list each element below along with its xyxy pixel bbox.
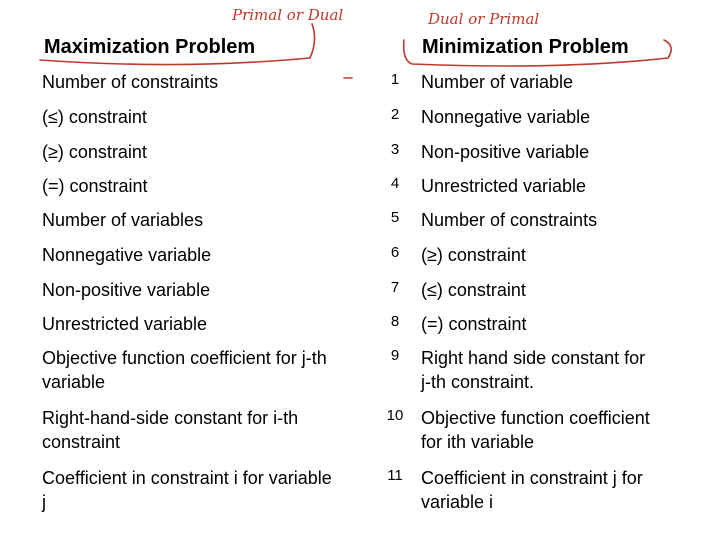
row-number: 4 <box>390 175 400 192</box>
maximization-item <box>42 174 372 198</box>
minimization-item <box>421 140 711 164</box>
minimization-item-line: (≤) constraint <box>421 280 526 300</box>
row-number: 2 <box>390 106 400 123</box>
maximization-item <box>42 346 372 394</box>
minimization-item-line: Nonnegative variable <box>421 107 591 127</box>
row-number: 11 <box>387 467 403 484</box>
minimization-item <box>421 208 711 232</box>
maximization-item-line: Number of constraints <box>42 72 219 92</box>
maximization-item-line: j <box>42 492 46 512</box>
maximization-item <box>42 243 372 267</box>
maximization-item-line: Objective function coefficient for j-th <box>42 348 327 368</box>
minimization-item <box>421 174 711 198</box>
maximization-item-line: Coefficient in constraint i for variable <box>42 468 332 488</box>
row-number: 1 <box>390 71 400 88</box>
minimization-item-line: Number of variable <box>421 72 574 92</box>
minimization-header: Minimization Problem <box>422 36 629 58</box>
minimization-item <box>421 70 711 94</box>
maximization-item <box>42 466 372 514</box>
maximization-item-line: Right-hand-side constant for i-th <box>42 408 299 428</box>
maximization-item-line: Nonnegative variable <box>42 245 212 265</box>
minimization-item-line: Number of constraints <box>421 210 598 230</box>
maximization-item <box>42 278 372 302</box>
minimization-item <box>421 466 711 514</box>
minimization-item-line: for ith variable <box>421 432 535 452</box>
row-number: 3 <box>390 141 400 158</box>
minimization-item-line: Non-positive variable <box>421 142 590 162</box>
maximization-item <box>42 70 372 94</box>
left-handwritten-note: Primal or Dual <box>232 6 344 24</box>
row-number: 10 <box>386 407 404 424</box>
minimization-item-line: (≥) constraint <box>421 245 526 265</box>
maximization-item-line: variable <box>42 372 106 392</box>
maximization-item-line: Non-positive variable <box>42 280 211 300</box>
maximization-item-line: Unrestricted variable <box>42 314 208 334</box>
maximization-item-line: Number of variables <box>42 210 204 230</box>
minimization-item <box>421 312 711 336</box>
maximization-header: Maximization Problem <box>44 36 256 58</box>
minimization-item-line: Coefficient in constraint j for <box>421 468 643 488</box>
maximization-item-line: (≥) constraint <box>42 142 147 162</box>
minimization-item-line: Unrestricted variable <box>421 176 587 196</box>
minimization-item <box>421 346 711 394</box>
minimization-item-line: Right hand side constant for <box>421 348 646 368</box>
maximization-item <box>42 406 372 454</box>
maximization-item <box>42 208 372 232</box>
maximization-item <box>42 312 372 336</box>
row-number: 5 <box>390 209 400 226</box>
maximization-item <box>42 140 372 164</box>
maximization-item-line: (≤) constraint <box>42 107 147 127</box>
minimization-item <box>421 406 711 454</box>
row-number: 8 <box>390 313 400 330</box>
row-number: 9 <box>390 347 400 364</box>
minimization-item-line: variable i <box>421 492 494 512</box>
minimization-item-line: (=) constraint <box>421 314 527 334</box>
minimization-item <box>421 105 711 129</box>
minimization-item <box>421 243 711 267</box>
row-number: 6 <box>390 244 400 261</box>
minimization-item <box>421 278 711 302</box>
maximization-item-line: (=) constraint <box>42 176 148 196</box>
minimization-item-line: Objective function coefficient <box>421 408 650 428</box>
minimization-item-line: j-th constraint. <box>421 372 535 392</box>
maximization-item <box>42 105 372 129</box>
maximization-item-line: constraint <box>42 432 121 452</box>
row-number: 7 <box>390 279 400 296</box>
right-handwritten-note: Dual or Primal <box>428 10 540 28</box>
